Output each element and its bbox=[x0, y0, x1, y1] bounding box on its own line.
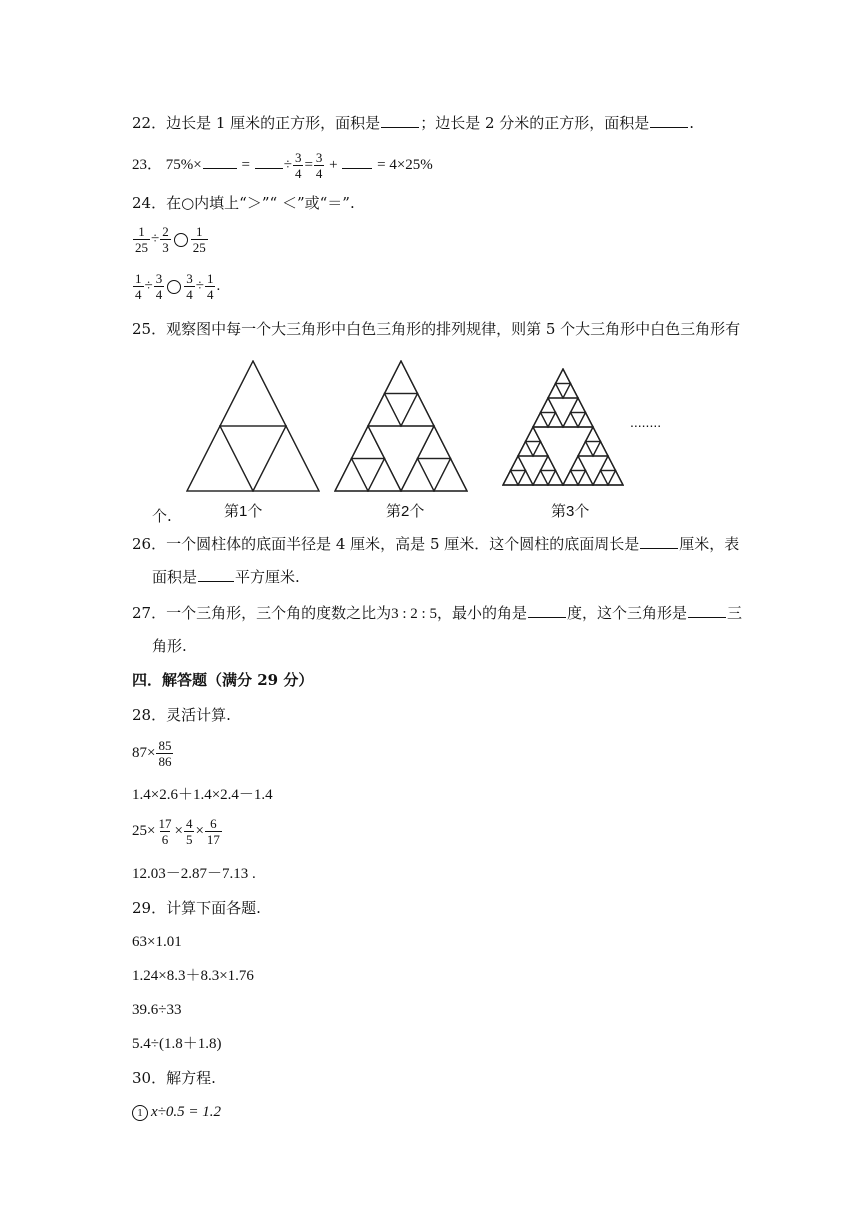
triangle-line bbox=[335, 459, 368, 492]
question-30: 30．解方程. bbox=[132, 1069, 216, 1087]
triangle-line bbox=[541, 398, 556, 413]
answer-blank[interactable] bbox=[688, 603, 726, 618]
figure-label-1: 第1个 bbox=[224, 503, 263, 520]
triangle-line bbox=[541, 471, 556, 486]
fraction: $\frac{1}{4}$ bbox=[135, 271, 142, 302]
triangle-line bbox=[556, 369, 571, 384]
question-24: 24．在○内填上“＞”“ ＜”或“＝”. bbox=[132, 194, 355, 212]
triangle-line bbox=[533, 413, 548, 428]
fraction: $\frac{3}{4}$ bbox=[186, 271, 193, 302]
compare-circle[interactable] bbox=[167, 280, 181, 294]
fraction: $\frac{85}{86}$ bbox=[158, 738, 172, 769]
triangle-line bbox=[533, 471, 548, 486]
triangle-line bbox=[401, 394, 434, 427]
fraction: $\frac{3}{4}$ bbox=[155, 271, 163, 302]
triangle-line bbox=[593, 442, 608, 457]
fraction: $\frac{2}{3}$ bbox=[162, 224, 169, 255]
triangle-line bbox=[518, 442, 533, 457]
answer-blank[interactable] bbox=[528, 603, 566, 618]
question-29: 29．计算下面各题. bbox=[132, 899, 261, 917]
continuation-dots: ........ bbox=[630, 414, 662, 430]
answer-blank[interactable] bbox=[381, 113, 419, 128]
triangle-line bbox=[548, 413, 563, 428]
fraction: $\frac{6}{17}$ bbox=[206, 816, 220, 847]
question-24-row-2: $\frac{1}{4}$ ÷ $\frac{3}{4}$ $\frac{3}{4}$ ÷ $\frac{1}{4}$ . bbox=[135, 271, 221, 302]
triangle-line bbox=[418, 426, 451, 459]
triangle-line bbox=[593, 471, 608, 486]
answer-blank[interactable] bbox=[203, 154, 237, 169]
triangle-line bbox=[563, 384, 578, 399]
triangle-line bbox=[220, 426, 286, 491]
question-number: 22． bbox=[132, 114, 167, 132]
triangle-line bbox=[563, 471, 578, 486]
triangle-line bbox=[352, 426, 385, 459]
triangle-line bbox=[601, 471, 616, 486]
fraction: $\frac{1}{25}$ bbox=[192, 224, 206, 255]
fraction: $\frac{3}{4}$ bbox=[294, 150, 302, 181]
fraction: $\frac{3}{4}$ bbox=[315, 150, 323, 181]
triangle-line bbox=[533, 442, 548, 457]
triangle-line bbox=[220, 361, 286, 426]
triangle-line bbox=[578, 471, 593, 486]
q30-equation-1: 1 x÷0.5 = 1.2 bbox=[132, 1102, 221, 1122]
question-26-line-2: 面积是 平方厘米. bbox=[152, 568, 300, 586]
triangle-line bbox=[368, 459, 401, 492]
question-27-line-2: 角形. bbox=[152, 637, 187, 655]
triangle-line bbox=[586, 442, 601, 457]
question-25: 25．观察图中每一个大三角形中白色三角形的排列规律，则第 5 个大三角形中白色三角形有 bbox=[132, 320, 741, 338]
q28-expression-4: 12.03－2.87－7.13 . bbox=[132, 866, 256, 882]
q28-expression-2: 1.4×2.6＋1.4×2.4－1.4 bbox=[132, 787, 273, 803]
triangle-line bbox=[368, 394, 401, 427]
compare-circle[interactable] bbox=[174, 233, 188, 247]
triangle-line bbox=[556, 384, 571, 399]
answer-blank[interactable] bbox=[342, 154, 372, 169]
answer-blank[interactable] bbox=[650, 113, 688, 128]
triangle-figure-2 bbox=[334, 360, 468, 492]
triangle-line bbox=[548, 471, 563, 486]
question-24-row-1: $\frac{1}{25}$ ÷ $\frac{2}{3}$ $\frac{1}{25}$ bbox=[135, 224, 206, 255]
question-26: 26．一个圆柱体的底面半径是 4 厘米，高是 5 厘米．这个圆柱的底面周长是 厘米，表 bbox=[132, 535, 740, 553]
triangle-line bbox=[385, 361, 418, 394]
triangle-line bbox=[253, 426, 319, 491]
question-25-tail: 个. bbox=[152, 507, 172, 525]
triangle-line bbox=[503, 471, 518, 486]
triangle-line bbox=[586, 427, 601, 442]
triangle-line bbox=[511, 456, 526, 471]
triangle-line bbox=[578, 442, 593, 457]
triangle-line bbox=[608, 471, 623, 486]
triangle-line bbox=[511, 471, 526, 486]
q29-expression-1: 63×1.01 bbox=[132, 934, 182, 950]
triangle-line bbox=[571, 413, 586, 428]
triangle-line bbox=[385, 394, 418, 427]
figure-label-2: 第2个 bbox=[386, 503, 425, 520]
q28-expression-1: 87× $\frac{85}{86}$ bbox=[132, 738, 172, 769]
triangle-line bbox=[601, 456, 616, 471]
triangle-line bbox=[418, 459, 451, 492]
triangle-line bbox=[548, 384, 563, 399]
triangle-line bbox=[571, 456, 586, 471]
fraction: $\frac{1}{25}$ bbox=[135, 224, 148, 255]
triangle-line bbox=[187, 426, 253, 491]
question-22: 22．边长是 1 厘米的正方形，面积是 ；边长是 2 分米的正方形，面积是 . bbox=[132, 114, 695, 132]
fraction: $\frac{1}{4}$ bbox=[206, 271, 214, 302]
triangle-line bbox=[541, 456, 556, 471]
triangle-line bbox=[526, 427, 541, 442]
section-title: 四．解答题（满分 29 分） bbox=[132, 671, 314, 689]
answer-blank[interactable] bbox=[255, 154, 283, 169]
question-27: 27．一个三角形，三个角的度数之比为3 : 2 : 5，最小的角是 度，这个三角形是 三 bbox=[132, 604, 742, 622]
fraction: $\frac{4}{5}$ bbox=[185, 816, 193, 847]
triangle-line bbox=[434, 459, 467, 492]
figure-label-3: 第3个 bbox=[551, 503, 590, 520]
q29-expression-2: 1.24×8.3＋8.3×1.76 bbox=[132, 968, 254, 984]
triangle-line bbox=[571, 398, 586, 413]
answer-blank[interactable] bbox=[198, 567, 234, 582]
triangle-figure-3 bbox=[502, 368, 624, 486]
q29-expression-4: 5.4÷(1.8＋1.8) bbox=[132, 1036, 222, 1052]
triangle-line bbox=[526, 442, 541, 457]
triangle-line bbox=[571, 471, 586, 486]
triangle-line bbox=[518, 471, 533, 486]
answer-blank[interactable] bbox=[640, 534, 678, 549]
triangle-line bbox=[563, 413, 578, 428]
q28-expression-3: 25× $\frac{17}{6}$ × $\frac{4}{5}$ × $\frac{6}{17}$ bbox=[132, 816, 220, 847]
q29-expression-3: 39.6÷33 bbox=[132, 1002, 182, 1018]
question-23: 23． 75%× = ÷ $\frac{3}{4}$ = $\frac{3}{4}$ + = 4×25% bbox=[132, 150, 433, 181]
triangle-line bbox=[352, 459, 385, 492]
triangle-line bbox=[401, 459, 434, 492]
triangle-line bbox=[578, 413, 593, 428]
question-28: 28．灵活计算. bbox=[132, 706, 231, 724]
triangle-line bbox=[541, 413, 556, 428]
fraction: $\frac{17}{6}$ bbox=[158, 816, 172, 847]
circled-number: 1 bbox=[132, 1105, 148, 1121]
triangle-figure-1 bbox=[186, 360, 320, 492]
